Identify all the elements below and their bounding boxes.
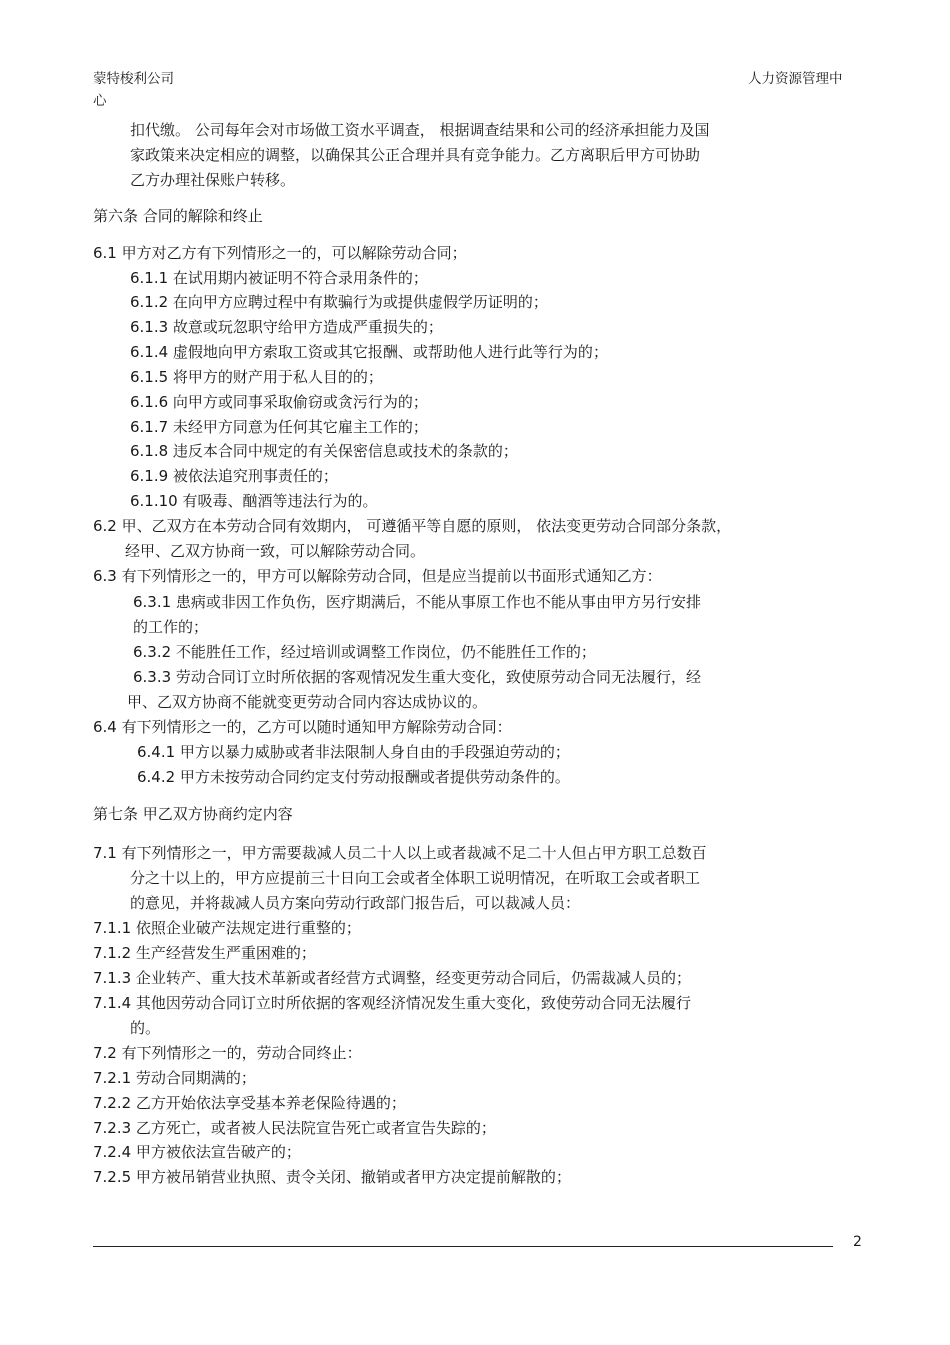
- clause-line: 6.1 甲方对乙方有下列情形之一的，可以解除劳动合同；: [93, 244, 467, 262]
- body-line: 乙方办理社保账户转移。: [130, 171, 296, 189]
- sub-clause-continuation: 的工作的；: [133, 618, 209, 636]
- clause-line: 7.2 有下列情形之一的，劳动合同终止：: [93, 1044, 362, 1062]
- clause-line: 6.2 甲、乙双方在本劳动合同有效期内， 可遵循平等自愿的原则， 依法变更劳动合同部分条款，: [93, 517, 732, 535]
- header-left: 蒙特梭利公司: [93, 71, 174, 87]
- header-left-wrap: 心: [93, 93, 107, 109]
- section-heading: 第六条 合同的解除和终止: [93, 207, 263, 225]
- sub-clause-line: 7.1.2 生产经营发生严重困难的；: [93, 944, 316, 962]
- sub-clause-line: 7.2.2 乙方开始依法享受基本养老保险待遇的；: [93, 1094, 406, 1112]
- footer-rule: [93, 1246, 833, 1247]
- sub-clause-line: 6.3.1 患病或非因工作负伤，医疗期满后，不能从事原工作也不能从事由甲方另行安排: [133, 593, 701, 611]
- section-heading: 第七条 甲乙双方协商约定内容: [93, 805, 293, 823]
- sub-clause-line: 6.3.2 不能胜任工作，经过培训或调整工作岗位，仍不能胜任工作的；: [133, 643, 596, 661]
- sub-clause-line: 7.1.1 依照企业破产法规定进行重整的；: [93, 919, 361, 937]
- page-number: 2: [853, 1234, 862, 1250]
- sub-clause-continuation: 的。: [130, 1019, 161, 1037]
- sub-clause-line: 7.2.1 劳动合同期满的；: [93, 1069, 256, 1087]
- sub-clause-line: 6.3.3 劳动合同订立时所依据的客观情况发生重大变化，致使原劳动合同无法履行，经: [133, 668, 701, 686]
- sub-clause-line: 7.2.5 甲方被吊销营业执照、责令关闭、撤销或者甲方决定提前解散的；: [93, 1168, 571, 1186]
- sub-clause-line: 6.4.1 甲方以暴力威胁或者非法限制人身自由的手段强迫劳动的；: [137, 743, 570, 761]
- sub-clause-line: 6.1.7 未经甲方同意为任何其它雇主工作的；: [130, 418, 428, 436]
- sub-clause-line: 6.1.2 在向甲方应聘过程中有欺骗行为或提供虚假学历证明的；: [130, 293, 548, 311]
- body-line: 家政策来决定相应的调整，以确保其公正合理并具有竞争能力。乙方离职后甲方可协助: [130, 146, 701, 164]
- sub-clause-line: 7.2.4 甲方被依法宣告破产的；: [93, 1143, 301, 1161]
- clause-continuation: 的意见，并将裁减人员方案向劳动行政部门报告后，可以裁减人员：: [130, 894, 581, 912]
- sub-clause-line: 7.2.3 乙方死亡，或者被人民法院宣告死亡或者宣告失踪的；: [93, 1119, 496, 1137]
- sub-clause-line: 6.1.6 向甲方或同事采取偷窃或贪污行为的；: [130, 393, 428, 411]
- sub-clause-line: 6.4.2 甲方未按劳动合同约定支付劳动报酬或者提供劳动条件的。: [137, 768, 570, 786]
- sub-clause-line: 6.1.3 故意或玩忽职守给甲方造成严重损失的；: [130, 318, 443, 336]
- sub-clause-line: 6.1.4 虚假地向甲方索取工资或其它报酬、或帮助他人进行此等行为的；: [130, 343, 608, 361]
- body-line: 扣代缴。 公司每年会对市场做工资水平调查， 根据调查结果和公司的经济承担能力及国: [130, 121, 710, 139]
- sub-clause-line: 7.1.3 企业转产、重大技术革新或者经营方式调整，经变更劳动合同后，仍需裁减人员的；: [93, 969, 691, 987]
- sub-clause-line: 6.1.9 被依法追究刑事责任的；: [130, 467, 338, 485]
- sub-clause-continuation: 甲、乙双方协商不能就变更劳动合同内容达成协议的。: [127, 693, 488, 711]
- sub-clause-line: 6.1.8 违反本合同中规定的有关保密信息或技术的条款的；: [130, 442, 518, 460]
- clause-line: 6.3 有下列情形之一的，甲方可以解除劳动合同，但是应当提前以书面形式通知乙方：: [93, 567, 662, 585]
- clause-continuation: 经甲、乙双方协商一致，可以解除劳动合同。: [125, 542, 426, 560]
- sub-clause-line: 6.1.10 有吸毒、酗酒等违法行为的。: [130, 492, 378, 510]
- sub-clause-line: 6.1.1 在试用期内被证明不符合录用条件的；: [130, 269, 428, 287]
- sub-clause-line: 6.1.5 将甲方的财产用于私人目的的；: [130, 368, 383, 386]
- sub-clause-line: 7.1.4 其他因劳动合同订立时所依据的客观经济情况发生重大变化，致使劳动合同无法履行: [93, 994, 691, 1012]
- clause-line: 6.4 有下列情形之一的，乙方可以随时通知甲方解除劳动合同：: [93, 718, 512, 736]
- header-right: 人力资源管理中: [748, 71, 843, 87]
- clause-line: 7.1 有下列情形之一，甲方需要裁减人员二十人以上或者裁减不足二十人但占甲方职工总数百: [93, 844, 707, 862]
- clause-continuation: 分之十以上的，甲方应提前三十日向工会或者全体职工说明情况，在听取工会或者职工: [130, 869, 701, 887]
